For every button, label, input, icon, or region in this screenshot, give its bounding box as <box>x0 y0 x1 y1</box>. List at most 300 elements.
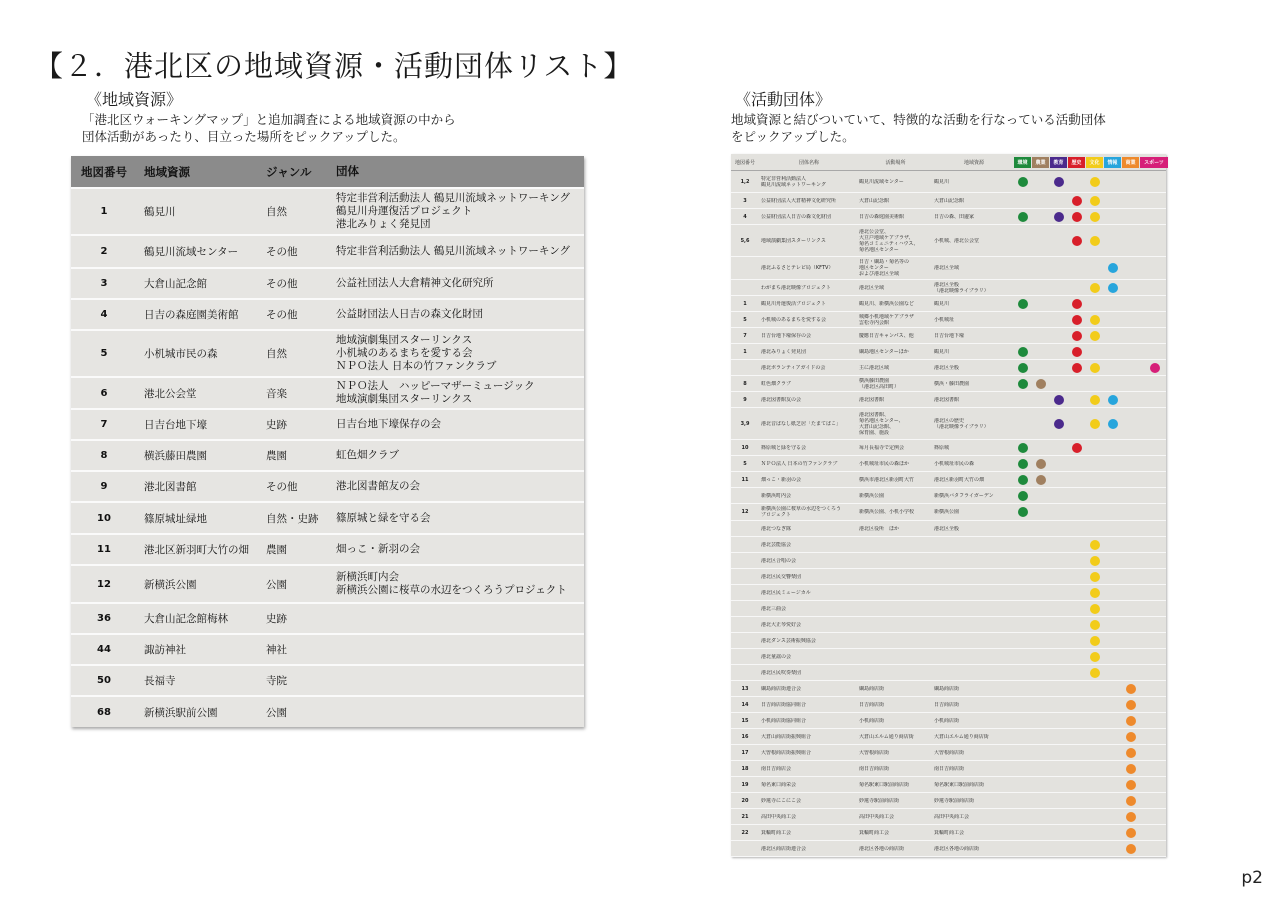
table-row <box>731 521 1166 537</box>
groups-table-header <box>731 154 1166 171</box>
category-cell <box>1032 732 1050 742</box>
activity-place <box>857 214 932 220</box>
map-number: 1 <box>743 300 747 307</box>
category-cell <box>1140 748 1169 758</box>
category-cell <box>1032 844 1050 854</box>
table-row <box>731 280 1166 296</box>
linked-resource-line: 妙蓮寺駅前商店街 <box>934 797 975 804</box>
resource-name: 大倉山記念館梅林 <box>144 613 228 625</box>
table-row <box>71 564 584 602</box>
category-cell <box>1032 419 1050 429</box>
activity-place-line: 鶴見川流域センター <box>859 178 904 185</box>
category-cell <box>1140 491 1169 501</box>
resources-table-body <box>71 187 584 727</box>
header-groups: 団体 <box>336 165 359 178</box>
resource-name: 長福寺 <box>144 675 176 687</box>
table-row <box>731 553 1166 569</box>
category-dot <box>1090 604 1100 614</box>
category-cell <box>1122 620 1140 630</box>
category-cell <box>1122 347 1140 357</box>
category-cell <box>1140 572 1169 582</box>
group-name <box>759 542 857 548</box>
category-cell <box>1068 572 1086 582</box>
activity-place <box>857 285 932 291</box>
category-cell <box>1050 443 1068 453</box>
table-row <box>731 745 1166 761</box>
category-dot <box>1090 212 1100 222</box>
resources-table <box>71 156 584 727</box>
activity-place-line: 菊名地区センター、 <box>859 417 904 424</box>
category-dot <box>1126 700 1136 710</box>
header-place: 活動場所 <box>885 159 906 166</box>
category-cell <box>1032 507 1050 517</box>
header-genre: ジャンル <box>266 164 312 179</box>
table-row <box>731 569 1166 585</box>
category-dot <box>1036 459 1046 469</box>
map-number: 13 <box>741 685 749 692</box>
category-label: スポーツ <box>1140 157 1168 168</box>
resource-name: 小机城市民の森 <box>144 348 218 360</box>
category-dot <box>1126 684 1136 694</box>
category-dots <box>1014 236 1169 246</box>
category-cell <box>1014 844 1032 854</box>
group-name-line: ＮＰＯ法人 日本の竹ファンクラブ <box>761 460 838 467</box>
category-cell <box>1068 263 1086 273</box>
category-cell <box>1068 748 1086 758</box>
activity-place-line: 小机城址市民の森ほか <box>859 460 910 467</box>
category-cell <box>1140 620 1169 630</box>
category-dot <box>1018 475 1028 485</box>
category-cell <box>1032 716 1050 726</box>
category-cell <box>1122 212 1140 222</box>
activity-place <box>857 333 932 339</box>
category-cell <box>1050 700 1068 710</box>
map-number: 36 <box>97 613 111 624</box>
description-line: 団体活動があったり、目立った場所をピックアップした。 <box>82 129 406 144</box>
category-cell <box>1122 828 1140 838</box>
group-name-line: 港北区民交響楽団 <box>761 573 802 580</box>
category-cell <box>1104 263 1122 273</box>
map-number: 3,9 <box>740 420 750 427</box>
linked-resource-line: 横浜・藤田農園 <box>934 380 970 387</box>
category-dots <box>1014 748 1169 758</box>
category-dot <box>1054 419 1064 429</box>
category-cell <box>1086 507 1104 517</box>
category-dot <box>1108 283 1118 293</box>
group-name: 港北図書館友の会 <box>336 480 420 492</box>
activity-place <box>857 461 932 467</box>
activity-place-line: 雲松寺内会館 <box>859 319 890 326</box>
category-cell <box>1068 212 1086 222</box>
category-cell <box>1050 620 1068 630</box>
category-dot <box>1072 443 1082 453</box>
category-dots <box>1014 299 1169 309</box>
activity-place-line: 慶應日吉キャンパス、他 <box>859 332 914 339</box>
activity-place <box>857 718 932 724</box>
category-dot <box>1018 177 1028 187</box>
activity-place-line: 港北区役所 ほか <box>859 525 900 532</box>
activity-place <box>857 198 932 204</box>
category-dot <box>1090 668 1100 678</box>
category-dots <box>1014 844 1169 854</box>
category-dot <box>1150 363 1160 373</box>
group-name <box>759 830 857 836</box>
activity-place-line: 港北区全域 <box>859 284 885 291</box>
category-cell <box>1050 236 1068 246</box>
map-number: 50 <box>97 675 111 686</box>
category-cell <box>1014 395 1032 405</box>
group-name <box>759 301 857 307</box>
header-resource: 地域資源 <box>963 159 984 166</box>
linked-resource-line: 新横浜公園 <box>934 509 960 515</box>
table-row <box>731 729 1166 745</box>
category-dots <box>1014 475 1169 485</box>
category-cell <box>1104 572 1122 582</box>
category-cell <box>1104 379 1122 389</box>
category-dots <box>1014 177 1169 187</box>
genre: 自然 <box>266 206 287 218</box>
category-cell <box>1122 459 1140 469</box>
category-dot <box>1090 572 1100 582</box>
category-dots <box>1014 716 1169 726</box>
resources-description <box>82 111 456 145</box>
category-dot <box>1054 212 1064 222</box>
map-number: 19 <box>741 781 749 788</box>
category-cell <box>1050 572 1068 582</box>
category-cell <box>1104 764 1122 774</box>
category-cell <box>1086 331 1104 341</box>
category-cell <box>1032 299 1050 309</box>
group-name-line: 港北区民吹奏楽団 <box>761 669 802 676</box>
group-name: 新横浜町内会 <box>336 571 399 583</box>
table-row <box>731 360 1166 376</box>
groups-table <box>731 154 1166 857</box>
map-number: 15 <box>741 717 749 724</box>
group-name <box>759 590 857 596</box>
category-cell <box>1086 636 1104 646</box>
table-row <box>731 681 1166 697</box>
category-cell <box>1086 283 1104 293</box>
linked-resource-line: 鶴見川 <box>934 348 950 355</box>
category-dot <box>1018 299 1028 309</box>
category-cell <box>1086 716 1104 726</box>
description-line: をピックアップした。 <box>731 129 855 144</box>
category-dot <box>1126 812 1136 822</box>
category-cell <box>1068 507 1086 517</box>
group-name <box>759 285 857 291</box>
group-name: 特定非営利活動法人 鶴見川流域ネットワーキング <box>336 245 571 257</box>
group-name-line: 高田中央商工会 <box>761 813 797 820</box>
category-cell <box>1122 716 1140 726</box>
category-cell <box>1068 459 1086 469</box>
category-dots <box>1014 491 1169 501</box>
activity-place-line: 港北公会堂、 <box>859 228 890 235</box>
category-cell <box>1122 196 1140 206</box>
category-dot <box>1072 315 1082 325</box>
table-row <box>731 225 1166 257</box>
activity-place <box>857 301 932 307</box>
category-cell <box>1104 556 1122 566</box>
category-cell <box>1086 604 1104 614</box>
category-cell <box>1068 700 1086 710</box>
resource-name: 鶴見川 <box>144 206 176 218</box>
activity-place <box>857 750 932 756</box>
group-name-line: 新横浜町内会 <box>761 492 792 499</box>
category-cell <box>1014 347 1032 357</box>
category-cell <box>1050 556 1068 566</box>
category-cell <box>1068 347 1086 357</box>
category-dots <box>1014 419 1169 429</box>
category-cell <box>1068 283 1086 293</box>
map-number: 9 <box>100 481 108 492</box>
group-name-line: 港北童謡の会 <box>761 653 792 660</box>
activity-place <box>857 509 932 515</box>
category-cell <box>1014 419 1032 429</box>
category-cell <box>1122 419 1140 429</box>
group-name-line: 港北音ばなし紙芝居「たまてばこ」 <box>761 420 842 427</box>
category-dots <box>1014 780 1169 790</box>
category-cell <box>1032 236 1050 246</box>
category-cell <box>1122 796 1140 806</box>
linked-resource <box>932 282 1014 294</box>
category-cell <box>1050 315 1068 325</box>
activity-place-line: 南日吉商店街 <box>859 765 890 772</box>
category-cell <box>1086 419 1104 429</box>
category-dot <box>1090 177 1100 187</box>
category-dot <box>1108 419 1118 429</box>
category-cell <box>1050 491 1068 501</box>
category-dot <box>1054 395 1064 405</box>
map-number: 10 <box>97 512 111 524</box>
table-row <box>731 257 1166 280</box>
category-cell <box>1050 419 1068 429</box>
table-row <box>71 408 584 439</box>
category-cell <box>1122 507 1140 517</box>
category-cell <box>1050 812 1068 822</box>
category-cell <box>1104 212 1122 222</box>
activity-place <box>857 445 932 451</box>
resource-name: 日吉の森庭園美術館 <box>144 309 239 321</box>
category-dots <box>1014 796 1169 806</box>
activity-place <box>857 526 932 532</box>
genre: 寺院 <box>266 675 287 687</box>
category-cell <box>1122 636 1140 646</box>
activity-place <box>857 314 932 326</box>
map-number: 5 <box>100 348 108 359</box>
category-cell <box>1050 636 1068 646</box>
group-name: 虹色畑クラブ <box>336 449 399 461</box>
category-cell <box>1104 636 1122 646</box>
category-cell <box>1014 764 1032 774</box>
linked-resource-line: 日吉商店街 <box>934 701 960 708</box>
category-cell <box>1032 604 1050 614</box>
category-cell <box>1122 556 1140 566</box>
category-cell <box>1104 588 1122 598</box>
linked-resource <box>932 814 1014 820</box>
table-row <box>71 602 584 633</box>
table-row <box>731 617 1166 633</box>
group-name <box>759 654 857 660</box>
category-cell <box>1140 556 1169 566</box>
category-dot <box>1072 347 1082 357</box>
category-cell <box>1140 588 1169 598</box>
linked-resource-line: 新横浜バタフライガーデン <box>934 492 994 499</box>
category-cell <box>1104 700 1122 710</box>
activity-place <box>857 365 932 371</box>
group-list <box>327 418 584 431</box>
table-row <box>71 187 584 234</box>
group-name-line: 畑っこ・新羽の会 <box>761 476 802 483</box>
category-cell <box>1014 283 1032 293</box>
resource-name: 港北図書館 <box>144 481 197 493</box>
category-label: 農業 <box>1032 157 1049 168</box>
linked-resource <box>932 333 1014 339</box>
category-cell <box>1086 315 1104 325</box>
category-cell <box>1122 331 1140 341</box>
activity-place-line: 毎月長福寺で定例会 <box>859 444 905 451</box>
category-cell <box>1122 475 1140 485</box>
category-cell <box>1032 636 1050 646</box>
category-dots <box>1014 196 1169 206</box>
genre: 音楽 <box>266 387 287 400</box>
table-row <box>71 470 584 501</box>
category-cell <box>1140 716 1169 726</box>
group-name <box>759 606 857 612</box>
category-dots <box>1014 331 1169 341</box>
category-label: 環境 <box>1014 157 1031 168</box>
category-cell <box>1104 780 1122 790</box>
map-number: 11 <box>97 544 111 555</box>
category-dot <box>1090 540 1100 550</box>
table-row <box>731 488 1166 504</box>
category-cell <box>1140 379 1169 389</box>
group-name-line: 鶴見川流域ネットワーキング <box>761 181 826 188</box>
category-cell <box>1140 604 1169 614</box>
category-cell <box>1068 475 1086 485</box>
linked-resource-line: 鶴見川 <box>934 178 950 185</box>
category-cell <box>1086 796 1104 806</box>
table-row <box>731 193 1166 209</box>
category-cell <box>1014 716 1032 726</box>
activity-place-line: 高田中央商工会 <box>859 813 895 820</box>
activity-place-line: 大豆戸地域ケアプラザ、 <box>859 234 914 241</box>
category-dot <box>1126 796 1136 806</box>
activity-place-line: 箕輪町商工会 <box>859 829 890 836</box>
category-cell <box>1140 459 1169 469</box>
category-cell <box>1032 315 1050 325</box>
genre: 史跡 <box>266 419 287 431</box>
category-dot <box>1018 459 1028 469</box>
category-cell <box>1104 540 1122 550</box>
category-dots <box>1014 684 1169 694</box>
category-dot <box>1018 507 1028 517</box>
category-dot <box>1072 236 1082 246</box>
group-name: 港北みりょく発見団 <box>336 218 431 230</box>
group-name <box>759 766 857 772</box>
category-cell <box>1014 668 1032 678</box>
category-cell <box>1140 684 1169 694</box>
resource-name: 大倉山記念館 <box>144 278 207 290</box>
category-cell <box>1050 540 1068 550</box>
linked-resource-line: 港北図書館 <box>934 396 960 403</box>
group-name-line: 公益財団法人大倉精神文化研究所 <box>761 197 837 204</box>
category-label: 教育 <box>1050 157 1067 168</box>
category-cell <box>1050 652 1068 662</box>
category-dots <box>1014 556 1169 566</box>
resource-name: 新横浜公園 <box>144 578 197 591</box>
category-dots <box>1014 283 1169 293</box>
category-cell <box>1050 748 1068 758</box>
table-row <box>71 633 584 664</box>
header-resource: 地域資源 <box>144 164 190 179</box>
table-row <box>731 344 1166 360</box>
category-cell <box>1140 283 1169 293</box>
map-number: 6 <box>100 387 108 399</box>
category-dot <box>1126 764 1136 774</box>
category-cell <box>1086 556 1104 566</box>
category-cell <box>1140 395 1169 405</box>
category-cell <box>1086 347 1104 357</box>
table-row <box>731 376 1166 392</box>
category-cell <box>1086 363 1104 373</box>
category-cell <box>1140 177 1169 187</box>
category-cell <box>1140 796 1169 806</box>
category-cell <box>1086 212 1104 222</box>
activity-place-line: 保育園、施設 <box>859 429 890 436</box>
category-cell <box>1014 540 1032 550</box>
activity-place-line: 綱島地区センターほか <box>859 348 909 355</box>
category-cell <box>1050 604 1068 614</box>
category-cell <box>1014 299 1032 309</box>
category-dot <box>1090 652 1100 662</box>
category-cell <box>1032 748 1050 758</box>
category-cell <box>1122 283 1140 293</box>
activity-place-line: 妙蓮寺駅前商店街 <box>859 797 900 804</box>
category-dots <box>1014 263 1169 273</box>
category-cell <box>1086 748 1104 758</box>
category-cell <box>1122 315 1140 325</box>
table-row <box>731 809 1166 825</box>
category-dots <box>1014 379 1169 389</box>
linked-resource-line: 大曽根商店街 <box>934 749 965 756</box>
linked-resource <box>932 750 1014 756</box>
activity-place-line: 大倉山エルム通り商店街 <box>859 733 914 740</box>
category-cell <box>1104 236 1122 246</box>
linked-resource <box>932 477 1014 483</box>
category-cell <box>1086 263 1104 273</box>
group-name-line: 綱島商店街連合会 <box>761 685 802 692</box>
linked-resource <box>932 365 1014 371</box>
map-number: 16 <box>741 733 749 740</box>
linked-resource <box>932 301 1014 307</box>
linked-resource-line: 箕輪町商工会 <box>934 829 965 836</box>
category-cell <box>1122 700 1140 710</box>
group-name <box>759 686 857 692</box>
group-name <box>759 397 857 403</box>
category-dots <box>1014 636 1169 646</box>
group-name-line: 地域演劇集団スターリンクス <box>761 237 826 244</box>
table-row <box>731 761 1166 777</box>
category-cell <box>1050 828 1068 838</box>
category-cell <box>1032 700 1050 710</box>
table-row <box>731 456 1166 472</box>
linked-resource-line: （港北映像ライブラリ） <box>934 287 989 294</box>
category-cell <box>1140 844 1169 854</box>
category-cell <box>1050 347 1068 357</box>
category-cell <box>1140 764 1169 774</box>
table-row <box>731 328 1166 344</box>
category-cell <box>1014 572 1032 582</box>
